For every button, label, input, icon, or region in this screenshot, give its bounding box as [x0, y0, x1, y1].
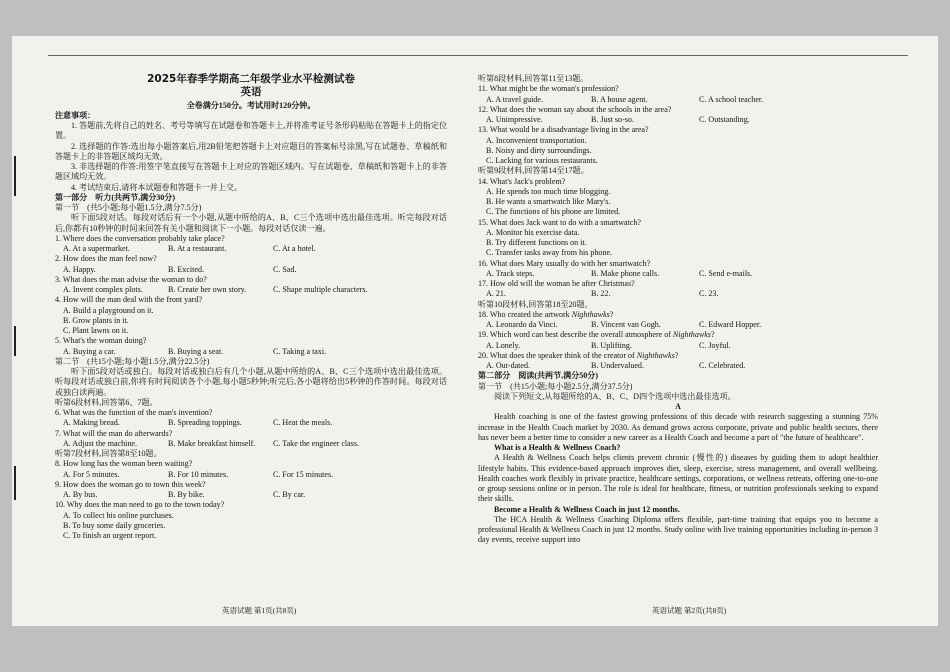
part-heading: 第二部分 阅读(共两节,满分50分) — [478, 371, 599, 381]
option: B. Try different functions on it. — [486, 238, 587, 247]
score-line: 全卷满分150分。考试用时120分钟。 — [186, 100, 316, 110]
section-instructions: 阅读下列短文,从每题所给的A、B、C、D四个选项中选出最佳选项。 — [494, 391, 736, 401]
passage-paragraph: The HCA Health & Wellness Coaching Diploma offers flexible, part-time training that equips you to become a professional Health & Wellness Coach in just 12 months. Study online with live training opportunities including in-person 3 day events, receive support into — [478, 514, 878, 545]
question: 15. What does Jack want to do with a smartwatch? — [478, 217, 641, 227]
options-row — [55, 439, 447, 449]
question: 11. What might be the woman's profession? — [478, 84, 619, 94]
question — [478, 330, 878, 340]
question — [478, 310, 878, 320]
options-row — [478, 289, 878, 299]
option: C. Heat the meals. — [273, 418, 333, 428]
option: A. 21. — [486, 289, 506, 299]
option: C. 23. — [699, 289, 719, 299]
option: B. By bike. — [168, 490, 205, 499]
question: 3. What does the man advise the woman to do? — [55, 274, 207, 284]
option: B. Create her own story. — [168, 285, 247, 294]
option: A. Unimpressive. — [486, 115, 543, 124]
option: A. Build a playground on it. — [63, 305, 154, 315]
option: C. By car. — [273, 490, 306, 499]
option: A. Out-dated. — [486, 361, 531, 370]
subject-title: 英语 — [240, 86, 262, 99]
page-1-column — [55, 74, 447, 541]
option: B. Vincent van Gogh. — [591, 320, 661, 329]
option: B. 22. — [591, 289, 611, 299]
option: C. A school teacher. — [699, 94, 764, 104]
option: A. Track steps. — [486, 268, 535, 278]
options-row — [55, 490, 447, 500]
option: B. Make phone calls. — [591, 268, 660, 278]
question: 12. What does the woman say about the schools in the area? — [478, 104, 672, 114]
option: A. Leonardo da Vinci. — [486, 320, 558, 329]
artwork-title: Nighthawks — [636, 350, 675, 360]
option: A. For 5 minutes. — [63, 469, 120, 479]
binding-mark — [14, 466, 16, 500]
option: C. For 15 minutes. — [273, 469, 334, 479]
option: A. Making bread. — [63, 418, 120, 428]
question: 13. What would be a disadvantage living in the area? — [478, 125, 649, 135]
options-row — [55, 418, 447, 428]
options-row — [478, 361, 878, 371]
option: A. He spends too much time blogging. — [486, 186, 611, 196]
note-item: 2. 选择题的作答:选出每小题答案后,用2B铅笔把答题卡上对应题目的答案标号涂黑,写在试题卷、草稿纸和答题卡上的非答题区域均无效。 — [55, 141, 447, 161]
options-row — [55, 470, 447, 480]
section-heading: 第一节 (共5小题;每小题1.5分,满分7.5分) — [55, 203, 202, 212]
question-text: 19. Which word can best describe the overall atmosphere of — [478, 330, 673, 340]
question — [478, 351, 878, 361]
section-instructions: 听下面5段对话。每段对话后有一个小题,从题中所给的A、B、C三个选项中选出最佳选项。听完每段对话后,你都有10秒钟的时间来回答有关小题和阅读下一小题。每段对话仅读一遍。 — [55, 213, 447, 233]
option: C. Transfer tasks away from his phone. — [486, 248, 613, 258]
question-text: 20. What does the speaker think of the creator of — [478, 350, 637, 360]
option: C. Sad. — [273, 264, 297, 274]
page-footer: 英语试题 第1页(共8页) — [222, 606, 297, 615]
options-row — [478, 95, 878, 105]
section-instructions: 听下面5段对话或独白。每段对话或独白后有几个小题,从题中所给的A、B、C三个选项中选出最佳选项。听每段对话或独白前,你将有时间阅读各个小题,每小题5秒钟;听完后,各小题将给出5秒钟的作答时间。每段对话或独白读两遍。 — [55, 367, 447, 397]
option: A. A travel guide. — [486, 94, 543, 104]
question-mark: ? — [674, 350, 679, 360]
material-note: 听第7段材料,回答第8至10题。 — [55, 449, 162, 458]
part-heading: 第一部分 听力(共两节,满分30分) — [55, 192, 176, 202]
passage-heading: What is a Health & Wellness Coach? — [494, 443, 621, 452]
material-note: 听第6段材料,回答第6、7题。 — [55, 397, 158, 407]
question: 14. What's Jack's problem? — [478, 176, 566, 186]
option: A. By bus. — [63, 490, 98, 499]
option: B. For 10 minutes. — [168, 469, 229, 479]
page-footer: 英语试题 第2页(共8页) — [652, 606, 727, 615]
binding-mark — [14, 326, 16, 356]
binding-mark — [14, 156, 16, 196]
exam-sheet — [12, 36, 938, 626]
option: A. Inconvenient transportation. — [486, 135, 587, 145]
option: B. To buy some daily groceries. — [63, 520, 166, 530]
exam-title: 2025年春季学期高二年级学业水平检测试卷 — [147, 73, 355, 85]
option: B. Just so-so. — [591, 115, 634, 124]
question-mark: ? — [710, 330, 715, 340]
option: B. Grow plants in it. — [63, 315, 129, 325]
option: C. Joyful. — [699, 340, 731, 350]
options-row — [55, 347, 447, 357]
artwork-title: Nighthawks — [672, 330, 711, 340]
question: 8. How long has the woman been waiting? — [55, 459, 193, 469]
option: C. Outstanding. — [699, 115, 750, 124]
options-row — [478, 115, 878, 125]
option: C. Plant lawns on it. — [63, 326, 129, 335]
options-row — [478, 320, 878, 330]
top-border — [48, 55, 908, 56]
question: 16. What does Mary usually do with her smartwatch? — [478, 258, 651, 268]
note-item: 3. 非选择题的作答:用签字笔直接写在答题卡上对应的答题区域内。写在试题卷、草稿纸和答题卡上的非答题区域均无效。 — [55, 162, 447, 182]
section-heading: 第二节 (共15小题;每小题1.5分,满分22.5分) — [55, 356, 210, 366]
options-row — [55, 244, 447, 254]
option: B. Uplifting. — [591, 340, 632, 350]
option: A. Monitor his exercise data. — [486, 227, 580, 237]
passage-label: A — [675, 402, 681, 411]
material-note: 听第8段材料,回答第11至13题。 — [478, 74, 589, 83]
options-row — [55, 265, 447, 275]
question: 4. How will the man deal with the front yard? — [55, 295, 203, 305]
option: C. The functions of his phone are limited. — [486, 207, 621, 217]
option: C. Lacking for various restaurants. — [486, 156, 598, 165]
question: 17. How old will the woman be after Christmas? — [478, 279, 635, 288]
section-heading: 第一节 (共15小题;每小题2.5分,满分37.5分) — [478, 381, 633, 391]
option: C. Celebrated. — [699, 361, 746, 370]
options-row — [478, 269, 878, 279]
question: 9. How does the woman go to town this week? — [55, 479, 206, 489]
options-row — [478, 341, 878, 351]
passage-paragraph: Health coaching is one of the fastest growing professions of this decade with research suggesting a stunning 75% increase in the Health Coach market by 2030. As demand grows across corporate, private and public health sectors, there has never been a better time to consider a new career as a Health Coach and become a part of "the future of healthcare". — [478, 412, 878, 442]
question: 7. What will the man do afterwards? — [55, 428, 173, 438]
option: B. Undervalued. — [591, 361, 644, 370]
option: C. Edward Hopper. — [699, 320, 762, 329]
artwork-title: Nighthawks — [571, 309, 610, 319]
option: C. Taking a taxi. — [273, 346, 327, 356]
question: 10. Why does the man need to go to the town today? — [55, 500, 225, 510]
option: B. Buying a seat. — [168, 346, 224, 356]
question: 1. Where does the conversation probably take place? — [55, 233, 225, 243]
question: 5. What's the woman doing? — [55, 336, 147, 346]
option: B. Spreading toppings. — [168, 418, 242, 428]
passage-paragraph: A Health & Wellness Coach helps clients prevent chronic (慢性的) diseases by guiding them to adopt healthier lifestyle habits. This evidence-based approach improves diet, sleep, exercise, stress management, and overall wellbeing. Health coaches work flexibly in private practice, healthcare settings, corporations, or wellness retreats, offering one-to-one or group sessions online or in person. The role is ideal for healthcare, fitness, or nutrition professionals seeking to expand their skills. — [478, 453, 878, 504]
option: B. Excited. — [168, 264, 204, 274]
page-2-column — [478, 74, 878, 546]
option: A. Buying a car. — [63, 346, 116, 356]
option: A. To collect his online purchases. — [63, 510, 174, 520]
material-note: 听第9段材料,回答第14至17题。 — [478, 166, 589, 176]
option: A. Adjust the machine. — [63, 438, 137, 448]
option: C. Send e-mails. — [699, 268, 753, 278]
option: C. At a hotel. — [273, 244, 316, 253]
option: C. Take the engineer class. — [273, 438, 359, 448]
question-text: 18. Who created the artwork — [478, 309, 572, 319]
options-row — [55, 285, 447, 295]
material-note: 听第10段材料,回答第18至20题。 — [478, 299, 593, 309]
option: A. At a supermarket. — [63, 244, 130, 253]
option: A. Invent complex plots. — [63, 285, 143, 294]
passage-heading: Become a Health & Wellness Coach in just 12 months. — [494, 504, 680, 514]
option: B. At a restaurant. — [168, 244, 227, 253]
note-item: 4. 考试结束后,请将本试题卷和答题卡一并上交。 — [71, 182, 242, 192]
notes-heading: 注意事项： — [55, 110, 96, 120]
option: B. Make breakfast himself. — [168, 438, 256, 448]
note-item: 1. 答题前,先将自己的姓名、考号等填写在试题卷和答题卡上,并将准考证号条形码粘贴在答题卡上的指定位置。 — [55, 121, 447, 141]
option: B. He wants a smartwatch like Mary's. — [486, 197, 611, 206]
option: C. To finish an urgent report. — [63, 531, 157, 540]
question: 2. How does the man feel now? — [55, 254, 157, 264]
option: A. Lonely. — [486, 340, 521, 350]
option: A. Happy. — [63, 264, 96, 274]
option: B. A house agent. — [591, 94, 648, 104]
option: C. Shape multiple characters. — [273, 285, 368, 294]
option: B. Noisy and dirty surroundings. — [486, 145, 592, 155]
question-mark: ? — [609, 309, 614, 319]
question: 6. What was the function of the man's invention? — [55, 408, 213, 417]
